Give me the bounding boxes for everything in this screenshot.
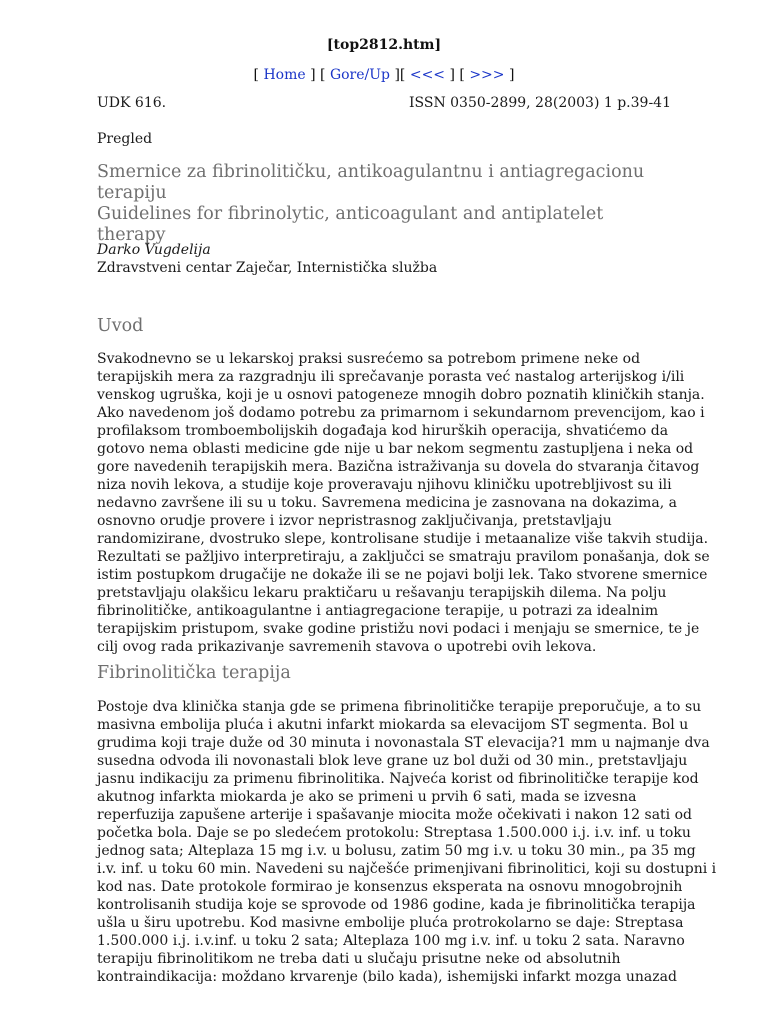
paragraph-line: kontraindikacija: moždano krvarenje (bilo kada), ishemijski infarkt mozga unazad xyxy=(97,969,677,985)
paragraph-line: jasnu indikaciju za primenu fibrinolitika. Najveća korist od fibrinolitičke terapije kod xyxy=(97,771,699,787)
paragraph-line: Postoje dva klinička stanja gde se primena fibrinolitičke terapije preporučuje, a to su xyxy=(97,699,702,715)
paragraph-line: fibrinolitičke, antikoagulantne i antiagregacione terapije, u potrazi za idealnim xyxy=(97,603,659,619)
author-name: Darko Vugdelija xyxy=(97,242,211,258)
paragraph-line: niza novih lekova, a studije koje proveravaju njihovu kliničku upotrebljivost su ili xyxy=(97,477,672,493)
nav-bracket: [ xyxy=(253,67,264,83)
paragraph-fibrinoliticka-terapija xyxy=(97,698,717,986)
paragraph-line: terapijskih mera za razgradnju ili sprečavanje porasta već nastalog arterijskog i/ili xyxy=(97,369,685,385)
paragraph-line: kontrolisanih studija koje se sprovode od 1986 godine, kada je fibrinolitička terapija xyxy=(97,897,696,913)
paragraph-line: jednog sata; Alteplaza 15 mg i.v. u bolusu, zatim 50 mg i.v. u toku 30 min., pa 35 mg xyxy=(97,843,696,859)
paragraph-line: terapiju fibrinolitikom ne treba dati u slučaju prisutne neke od absolutnih xyxy=(97,951,621,967)
paragraph-line: akutnog infarkta miokarda je ako se primeni u prvih 6 sati, mada se izvesna xyxy=(97,789,637,805)
paragraph-line: 1.500.000 i.j. i.v.inf. u toku 2 sata; Alteplaza 100 mg i.v. inf. u toku 2 sata. Naravno xyxy=(97,933,685,949)
paragraph-line: ušla u širu upotrebu. Kod masivne embolije pluća protrokolarno se daje: Streptasa xyxy=(97,915,684,931)
paragraph-line: masivna embolija pluća i akutni infarkt miokarda sa elevacijom ST segmenta. Bol u xyxy=(97,717,689,733)
paragraph-line: i.v. inf. u toku 60 min. Navedeni su najčešće primenjivani fibrinolitici, koji su dostupni i xyxy=(97,861,717,877)
nav-bracket: ] [ xyxy=(305,67,330,83)
navigation-bar xyxy=(0,67,768,83)
paragraph-line: reperfuzija zapušene arterije i spašavanje miocita može očekivati i nakon 12 sati od xyxy=(97,807,692,823)
paragraph-line: istim postupkom drugačije ne dokaže ili se ne pojavi bolji lek. Tako stvorene smernice xyxy=(97,567,708,583)
nav-bracket: ] [ xyxy=(445,67,470,83)
paragraph-line: profilaksom tromboembolijskih događaja kod hirurških operacija, shvatićemo da xyxy=(97,423,669,439)
issn-citation: ISSN 0350-2899, 28(2003) 1 p.39-41 xyxy=(408,95,671,111)
paragraph-line: pretstavljaju olakšicu lekaru praktičaru u rešavanju terapijskih dilema. Na polju xyxy=(97,585,667,601)
paragraph-line: Svakodnevno se u lekarskoj praksi susrećemo sa potrebom primene neke od xyxy=(97,351,641,367)
paragraph-line: početka bola. Daje se po sledećem protokolu: Streptasa 1.500.000 i.j. i.v. inf. u toku xyxy=(97,825,691,841)
nav-bracket: ][ xyxy=(390,67,410,83)
paragraph-line: kod nas. Date protokole formirao je konsenzus eksperata na osnovu mnogobrojnih xyxy=(97,879,683,895)
paragraph-line: gotovo nema oblasti medicine gde nije u bar nekom segmentu zastupljena i neka od xyxy=(97,441,694,457)
author-affiliation: Zdravstveni centar Zaječar, Internistička služba xyxy=(97,260,438,276)
article-title xyxy=(97,162,677,246)
file-name: [top2812.htm] xyxy=(326,37,442,53)
article-type: Pregled xyxy=(97,131,153,147)
paragraph-line: terapijskim pristupom, svake godine pristižu novi podaci i menjaju se smernice, te je xyxy=(97,621,700,637)
paragraph-line: randomizirane, dvostruko slepe, kontrolisane studije i metaanalize više takvih studija. xyxy=(97,531,709,547)
paragraph-line: grudima koji traje duže od 30 minuta i novonastala ST elevacija?1 mm u najmanje dva xyxy=(97,735,710,751)
paragraph-line: osnovno orudje provere i izvor nepristrasnog zaključivanja, pretstavljaju xyxy=(97,513,612,529)
udk-code: UDK 616. xyxy=(97,95,167,111)
paragraph-line: gore navedenih terapijskih mera. Bazična istraživanja su dovela do stvaranja čitavog xyxy=(97,459,700,475)
paragraph-line: Rezultati se pažljivo interpretiraju, a zaključci se smatraju pravilom ponašanja, dok se xyxy=(97,549,710,565)
nav-bracket: ] xyxy=(504,67,515,83)
section-heading-uvod: Uvod xyxy=(97,316,144,336)
section-heading-fibrinoliticka-terapija: Fibrinolitička terapija xyxy=(97,663,291,683)
paragraph-line: cilj ovog rada prikazivanje savremenih stavova o upotrebi ovih lekova. xyxy=(97,639,597,655)
paragraph-line: venskog ugruška, koji je u osnovi patogeneze mnogih dobro poznatih kliničkih stanja. xyxy=(97,387,705,403)
gore-up-link[interactable]: Gore/Up xyxy=(329,67,391,83)
home-link[interactable]: Home xyxy=(263,67,306,83)
paragraph-uvod xyxy=(97,350,710,656)
previous-link[interactable]: <<< xyxy=(409,67,446,83)
paragraph-line: Ako navedenom još dodamo potrebu za primarnom i sekundarnom prevencijom, kao i xyxy=(97,405,705,421)
paragraph-line: susedna odvoda ili novonastali blok leve grane uz bol duži od 30 min., pretstavljaju xyxy=(97,753,688,769)
paragraph-line: nedavno završene ili su u toku. Savremena medicina je zasnovana na dokazima, a xyxy=(97,495,678,511)
title-serbian: Smernice za fibrinolitičku, antikoagulantnu i antiagregacionu terapiju xyxy=(97,162,645,203)
next-link[interactable]: >>> xyxy=(469,67,505,83)
title-english: Guidelines for fibrinolytic, anticoagulant and antiplatelet therapy xyxy=(97,204,604,245)
